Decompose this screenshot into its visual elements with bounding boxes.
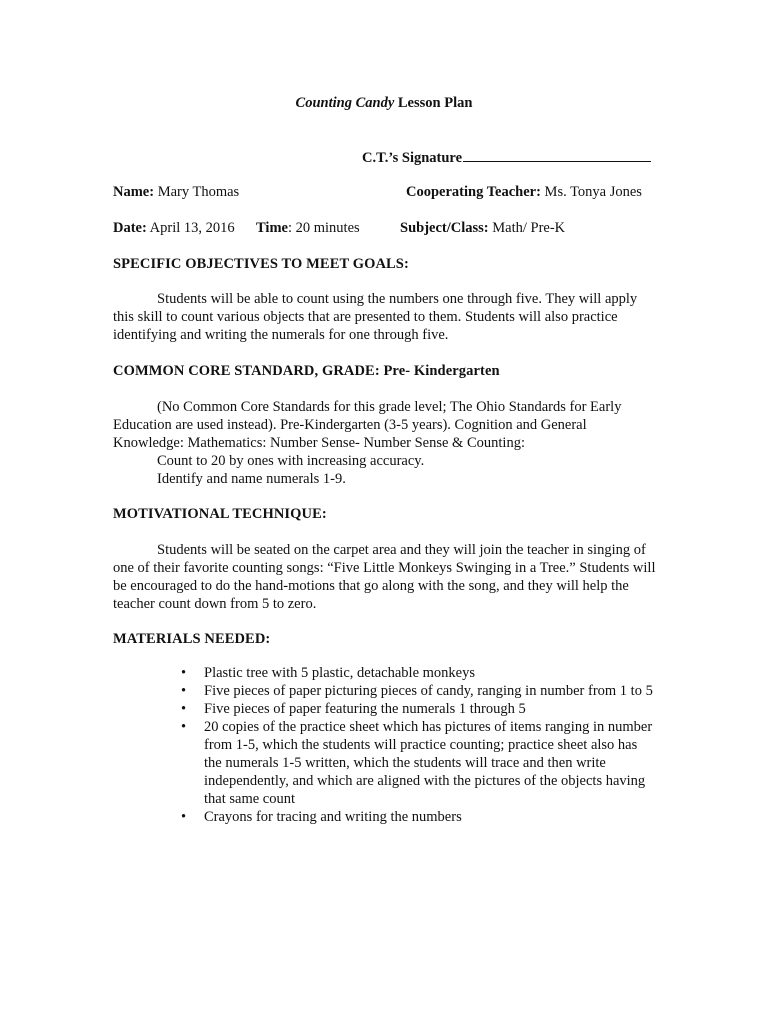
materials-heading: MATERIALS NEEDED: xyxy=(113,631,271,647)
material-text: Five pieces of paper featuring the numerals 1 through 5 xyxy=(204,701,526,717)
material-text: Plastic tree with 5 plastic, detachable monkeys xyxy=(204,665,475,681)
standard-paragraph: (No Common Core Standards for this grade level; The Ohio Standards for Early Education are used instead). Pre-Kindergarten (3-5 years). Cognition and General Knowledge: Mathematics: Number Sense- Number Sense & Counting: xyxy=(113,399,622,451)
date-value: April 13, 2016 xyxy=(146,220,235,236)
ct-value: Ms. Tonya Jones xyxy=(540,184,642,200)
time-field xyxy=(256,219,360,237)
document-title xyxy=(0,94,768,112)
bullet-icon: • xyxy=(181,683,187,699)
list-item xyxy=(158,808,658,826)
bullet-icon: • xyxy=(181,809,187,825)
subject-field xyxy=(400,219,565,237)
motivation-heading: MOTIVATIONAL TECHNIQUE: xyxy=(113,506,327,522)
materials-list xyxy=(158,664,658,826)
bullet-icon: • xyxy=(181,701,187,717)
ct-label: Cooperating Teacher: xyxy=(406,184,541,200)
material-text: Crayons for tracing and writing the numbers xyxy=(204,809,462,825)
objectives-paragraph: Students will be able to count using the numbers one through five. They will apply this skill to count various objects that are presented to them. Students will also practice identifying and writing the numerals for one through five. xyxy=(113,291,638,343)
signature-blank xyxy=(463,147,651,162)
list-item xyxy=(158,700,658,718)
standard-heading: COMMON CORE STANDARD, GRADE: Pre- Kindergarten xyxy=(113,363,500,379)
standard-line-identify: Identify and name numerals 1-9. xyxy=(157,471,346,487)
signature-label: C.T.’s Signature xyxy=(362,150,463,166)
list-item xyxy=(158,718,658,808)
material-text: Five pieces of paper picturing pieces of candy, ranging in number from 1 to 5 xyxy=(204,683,653,699)
subject-value: Math/ Pre-K xyxy=(488,220,566,236)
name-label: Name: xyxy=(113,184,155,200)
list-item xyxy=(158,664,658,682)
time-value: : 20 minutes xyxy=(287,220,360,236)
list-item xyxy=(158,682,658,700)
title-italic: Counting Candy xyxy=(295,95,395,111)
signature-line xyxy=(362,147,651,167)
motivation-paragraph: Students will be seated on the carpet area and they will join the teacher in singing of one of their favorite counting songs: “Five Little Monkeys Swinging in a Tree.” Students will be encouraged to do the hand-motions that go along with the song, and they will help the teacher count down from 5 to zero. xyxy=(113,542,656,612)
date-label: Date: xyxy=(113,220,147,236)
date-field xyxy=(113,219,235,237)
name-value: Mary Thomas xyxy=(154,184,240,200)
bullet-icon: • xyxy=(181,719,187,735)
material-text: 20 copies of the practice sheet which has pictures of items ranging in number from 1-5, which the students will practice counting; practice sheet also has the numerals 1-5 written, which the students will trace and then write independently, and which are aligned with the pictures of the objects having that same count xyxy=(204,719,653,807)
standard-line-count: Count to 20 by ones with increasing accuracy. xyxy=(157,453,425,469)
title-rest: Lesson Plan xyxy=(394,95,473,111)
objectives-heading: SPECIFIC OBJECTIVES TO MEET GOALS: xyxy=(113,256,409,272)
subject-label: Subject/Class: xyxy=(400,220,489,236)
bullet-icon: • xyxy=(181,665,187,681)
cooperating-teacher-field xyxy=(406,183,642,201)
name-field xyxy=(113,183,239,201)
time-label: Time xyxy=(256,220,288,236)
